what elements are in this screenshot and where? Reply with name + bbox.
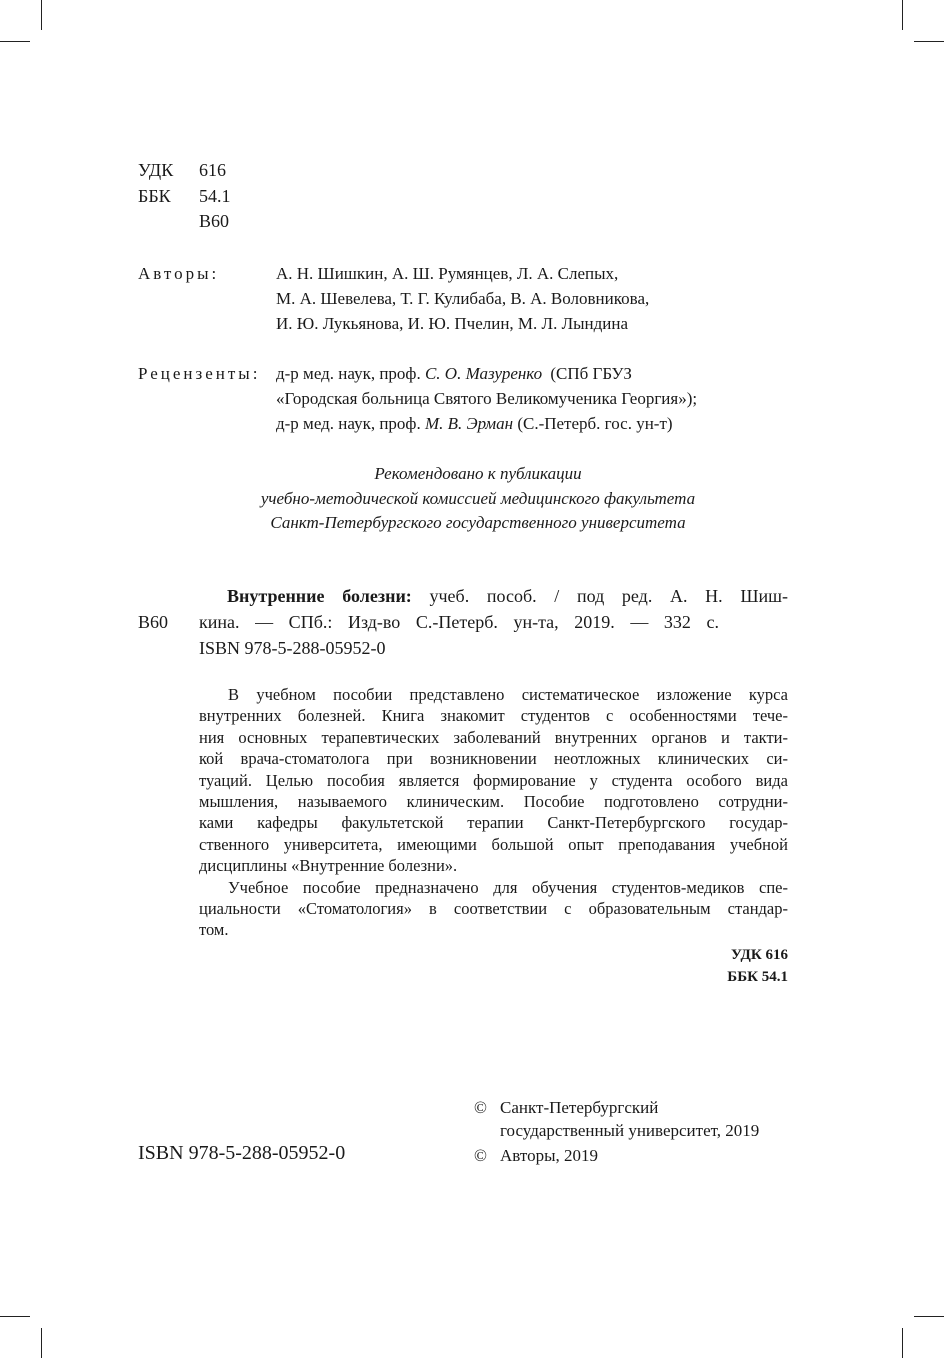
- abstract-line: ния основных терапевтических заболеваний внутренних органов и такти-: [199, 727, 788, 747]
- reviewer-1-suffix: (СПб ГБУЗ: [550, 364, 632, 383]
- recommendation-block: [138, 462, 818, 535]
- crop-mark-bottom-left-h: [0, 1316, 30, 1317]
- crop-mark-top-right-h: [914, 41, 944, 42]
- crop-mark-bottom-right-h: [914, 1316, 944, 1317]
- copyright-symbol: ©: [474, 1146, 487, 1165]
- crop-mark-top-right-v: [902, 0, 903, 30]
- recommendation-line: учебно-методической комиссией медицинского факультета: [260, 489, 696, 508]
- recommendation-line: Рекомендовано к публикации: [374, 464, 582, 483]
- bottom-bbk: ББК 54.1: [727, 969, 788, 985]
- crop-mark-top-left-h: [0, 41, 30, 42]
- bibliographic-mark: В60: [138, 612, 169, 632]
- abstract-line: мышления, называемого клиническим. Пособие подготовлено сотрудни-: [199, 791, 788, 811]
- bottom-codes: [600, 944, 788, 988]
- authors-label: Авторы:: [138, 264, 220, 283]
- abstract-line: дисциплины «Внутренние болезни».: [199, 856, 458, 876]
- copyright-university-line2: государственный университет, 2019: [500, 1121, 760, 1140]
- crop-mark-bottom-right-v: [902, 1328, 903, 1358]
- abstract-line: том.: [199, 920, 229, 940]
- bottom-udk: УДК 616: [731, 947, 788, 963]
- crop-mark-bottom-left-v: [41, 1328, 42, 1358]
- abstract-line: внутренних болезней. Книга знакомит студентов с особенностями тече-: [199, 706, 788, 726]
- udk-label: УДК: [138, 160, 174, 180]
- bbk-label: ББК: [138, 186, 171, 206]
- reviewer-1-line2: «Городская больница Святого Великомученика Георгия»);: [276, 389, 698, 408]
- reviewer-2-name: М. В. Эрман: [424, 414, 514, 433]
- copyright-symbol: ©: [474, 1098, 487, 1117]
- reviewer-1-prefix: д-р мед. наук, проф.: [276, 364, 421, 383]
- reviewer-2-prefix: д-р мед. наук, проф.: [276, 414, 421, 433]
- authors-line: И. Ю. Лукьянова, И. Ю. Пчелин, М. Л. Лындина: [276, 314, 629, 333]
- abstract-line: Учебное пособие предназначено для обучения студентов-медиков спе-: [228, 877, 788, 897]
- udk-value: 616: [199, 160, 226, 180]
- reviewer-1-name: С. О. Мазуренко: [424, 364, 543, 383]
- recommendation-line: Санкт-Петербургского государственного университета: [270, 513, 686, 532]
- bibliographic-line-1-rest: учеб. пособ. / под ред. А. Н. Шиш-: [429, 586, 789, 606]
- book-title: Внутренние болезни:: [227, 586, 412, 606]
- abstract: [199, 684, 788, 941]
- reviewer-2-suffix: (С.-Петерб. гос. ун-т): [517, 414, 673, 433]
- abstract-line: циальности «Стоматология» в соответствии с образовательным стандар-: [199, 898, 788, 918]
- authors-line: А. Н. Шишкин, А. Ш. Румянцев, Л. А. Слепых,: [276, 264, 619, 283]
- abstract-line: туаций. Целью пособия является формирование у студента особого вида: [199, 770, 788, 790]
- reviewers-label: Рецензенты:: [138, 364, 261, 383]
- reviewer-2-line: [276, 414, 673, 434]
- abstract-line: ственного университета, имеющими большой опыт преподавания учебной: [199, 834, 788, 854]
- abstract-line: В учебном пособии представлено систематическое изложение курса: [228, 685, 788, 704]
- abstract-line: кой врача-стоматолога при возникновении неотложных клинических си-: [199, 749, 788, 769]
- bibliographic-line-2: кина. — СПб.: Изд-во С.-Петерб. ун-та, 2019. — 332 с.: [199, 612, 719, 632]
- footer-isbn: ISBN 978-5-288-05952-0: [138, 1142, 346, 1164]
- authors-line: М. А. Шевелева, Т. Г. Кулибаба, В. А. Воловникова,: [276, 289, 650, 308]
- copyright-authors: Авторы, 2019: [500, 1146, 599, 1165]
- bbk-value: 54.1: [199, 186, 231, 206]
- reviewer-1-line: [276, 364, 632, 384]
- crop-mark-top-left-v: [41, 0, 42, 30]
- abstract-line: ками кафедры факультетской терапии Санкт-Петербургского государ-: [199, 813, 788, 833]
- copyright-university-line1: Санкт-Петербургский: [500, 1098, 659, 1117]
- bibliographic-isbn: ISBN 978-5-288-05952-0: [199, 638, 386, 658]
- author-mark: В60: [199, 211, 230, 231]
- bibliographic-line-1: [227, 586, 788, 607]
